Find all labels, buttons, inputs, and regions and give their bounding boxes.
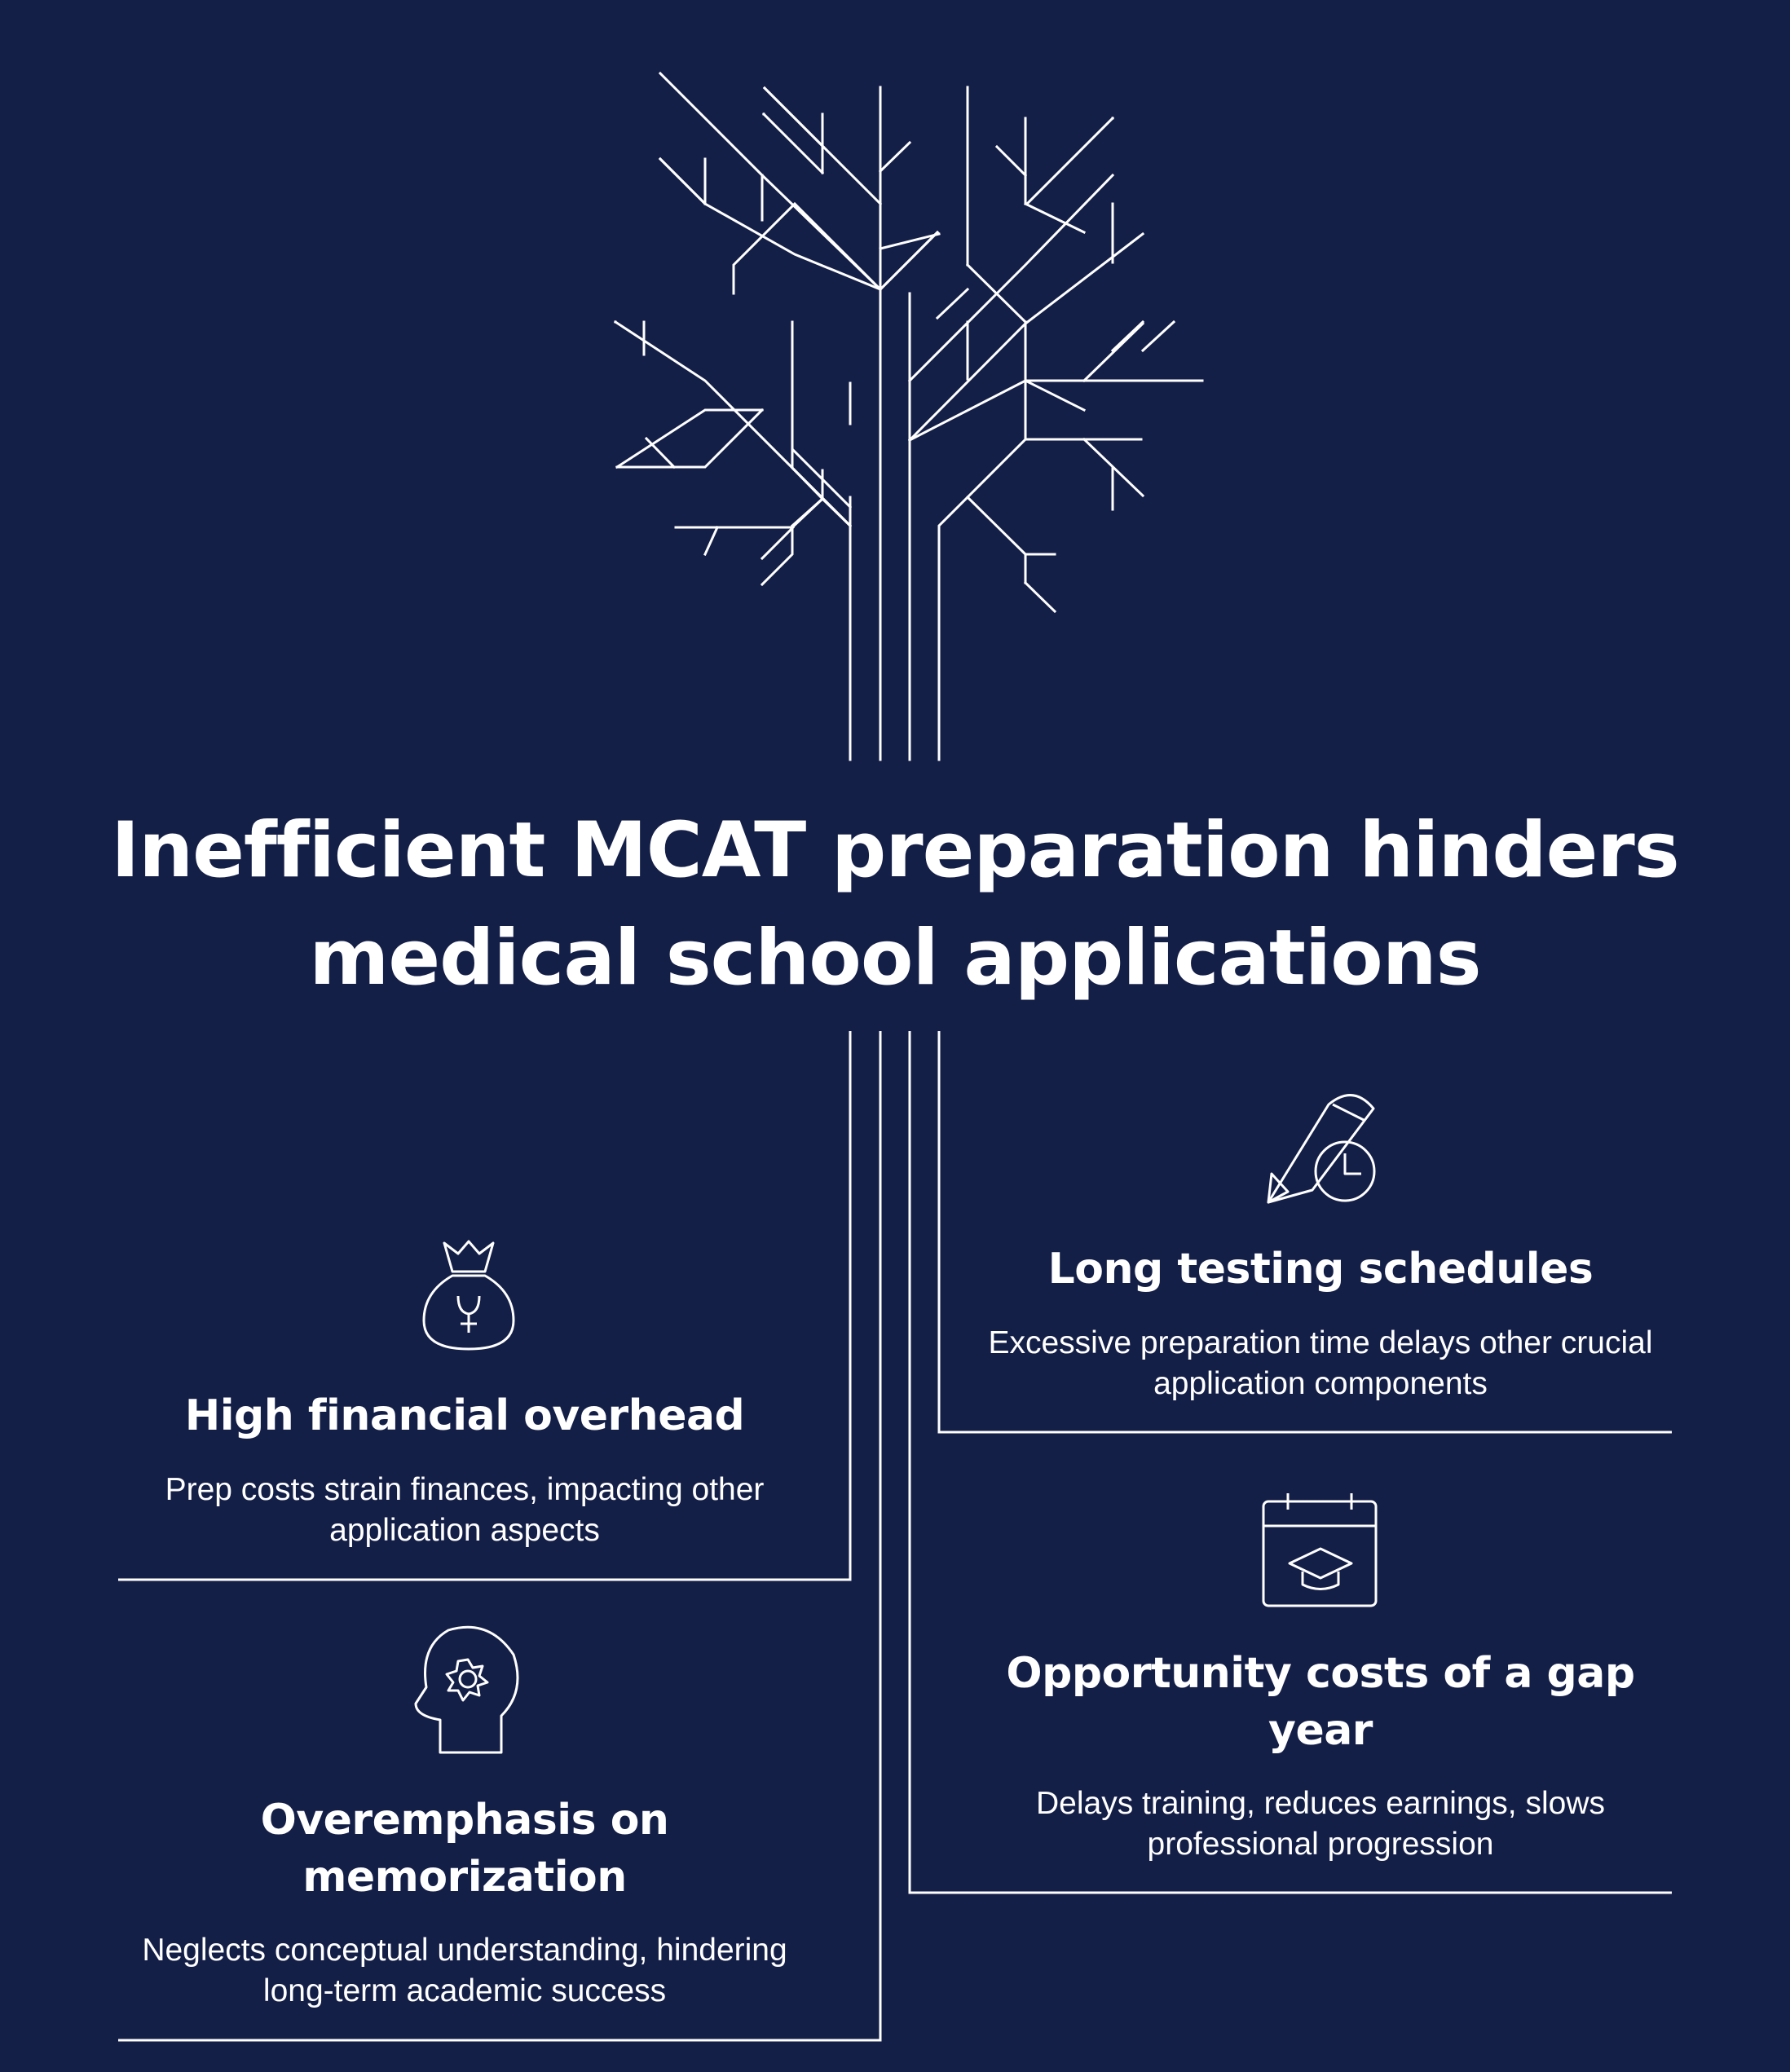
item-description-opportunity-costs-gap-year: Delays training, reduces earnings, slows professional progression [1035, 1786, 1605, 1862]
item-description-overemphasis-memorization: Neglects conceptual understanding, hindering long-term academic success [142, 1933, 787, 2008]
money-bag-icon [424, 1241, 514, 1349]
item-heading-high-financial-overhead: High financial overhead [184, 1391, 745, 1440]
calendar-graduation-cap-icon [1263, 1493, 1376, 1606]
connector-gap-year [910, 1031, 1672, 1893]
page-title: Inefficient MCAT preparation hinders medical school applications [111, 806, 1679, 1003]
item-heading-overemphasis-memorization: Overemphasis on memorization [260, 1796, 669, 1902]
item-heading-opportunity-costs-gap-year: Opportunity costs of a gap year [1006, 1649, 1635, 1755]
circuit-tree-graphic [615, 73, 1202, 760]
item-heading-long-testing-schedules: Long testing schedules [1047, 1245, 1594, 1294]
item-description-long-testing-schedules: Excessive preparation time delays other crucial application components [988, 1325, 1653, 1401]
head-gear-icon [416, 1627, 518, 1752]
pencil-clock-icon [1268, 1096, 1374, 1202]
item-description-high-financial-overhead: Prep costs strain finances, impacting other application aspects [165, 1472, 765, 1548]
